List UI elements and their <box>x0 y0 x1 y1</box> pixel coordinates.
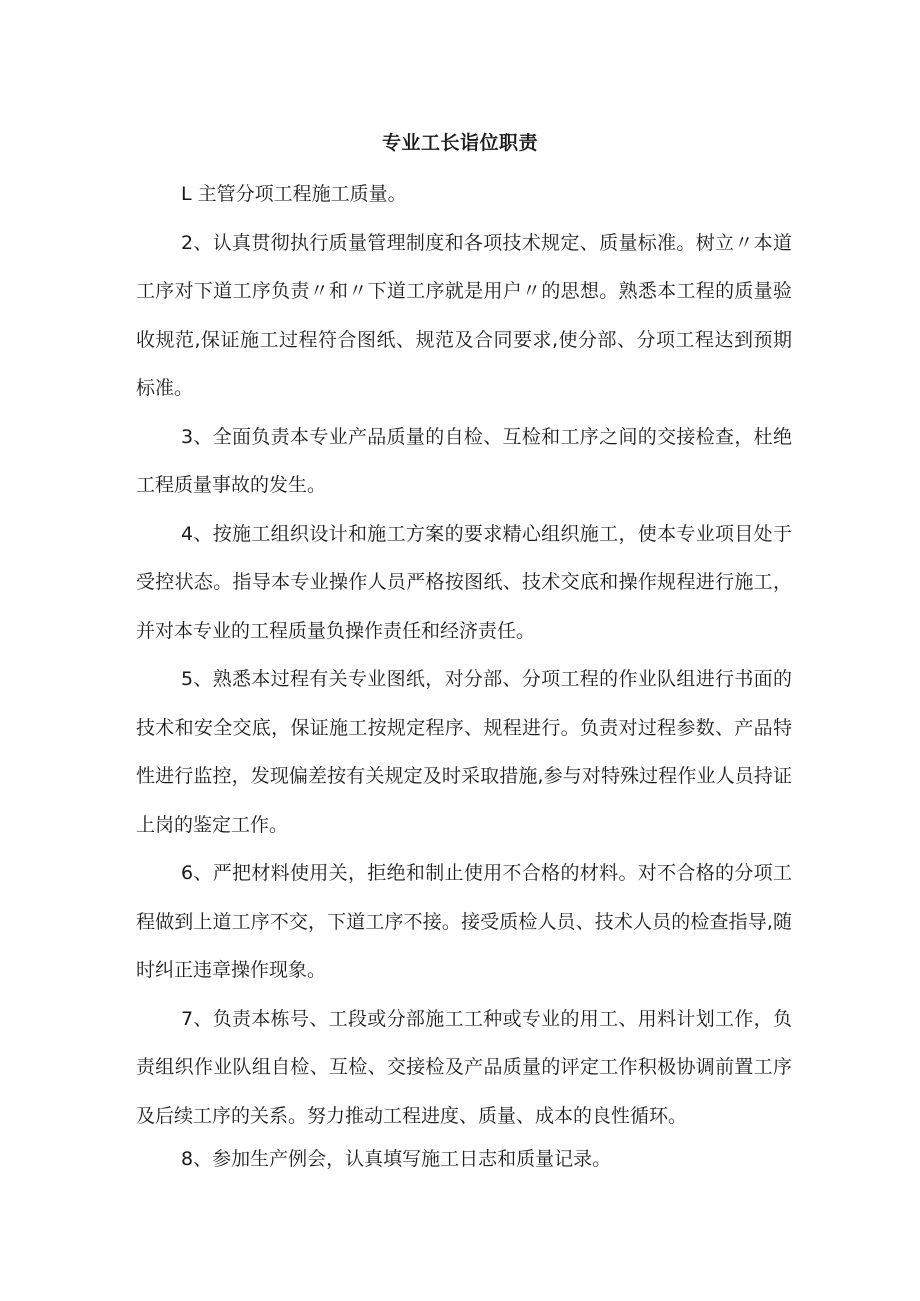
paragraph-8: 8、参加生产例会，认真填写施工日志和质量记录。 <box>181 1148 612 1170</box>
paragraph-4: 4、按施工组织设计和施工方案的要求精心组织施工，使本专业项目处于受控状态。指导本专业操作人员严格按图纸、技术交底和操作规程进行施工，并对本专业的工程质量负操作责任和经济责任。 <box>136 522 792 642</box>
paragraph-6: 6、严把材料使用关，拒绝和制止使用不合格的材料。对不合格的分项工程做到上道工序不交，下道工序不接。接受质检人员、技术人员的检查指导,随时纠正违章操作现象。 <box>136 862 792 981</box>
paragraph-7: 7、负责本栋号、工段或分部施工工种或专业的用工、用料计划工作，负责组织作业队组自检、互检、交接检及产品质量的评定工作积极协调前置工序及后续工序的关系。努力推动工程进度、质量、成本的良性循环。 <box>136 1007 792 1127</box>
paragraph-3: 3、全面负责本专业产品质量的自检、互检和工序之间的交接检查，杜绝工程质量事故的发生。 <box>136 425 792 496</box>
paragraph-5: 5、熟悉本过程有关专业图纸，对分部、分项工程的作业队组进行书面的技术和安全交底，保证施工按规定程序、规程进行。负责对过程参数、产品特性进行监控，发现偏差按有关规定及时采取措施,参与对特殊过程作业人员持证上岗的鉴定工作。 <box>136 668 792 836</box>
paragraph-1: L 主管分项工程施工质量。 <box>181 183 407 205</box>
paragraph-2: 2、认真贯彻执行质量管理制度和各项技术规定、质量标准。树立〃本道工序对下道工序负责〃和〃下道工序就是用户〃的思想。熟悉本工程的质量验收规范,保证施工过程符合图纸、规范及合同要求,使分部、分项工程达到预期标准。 <box>136 231 792 399</box>
document-title: 专业工长诣位职责 <box>381 132 538 154</box>
document-body <box>136 170 792 1184</box>
